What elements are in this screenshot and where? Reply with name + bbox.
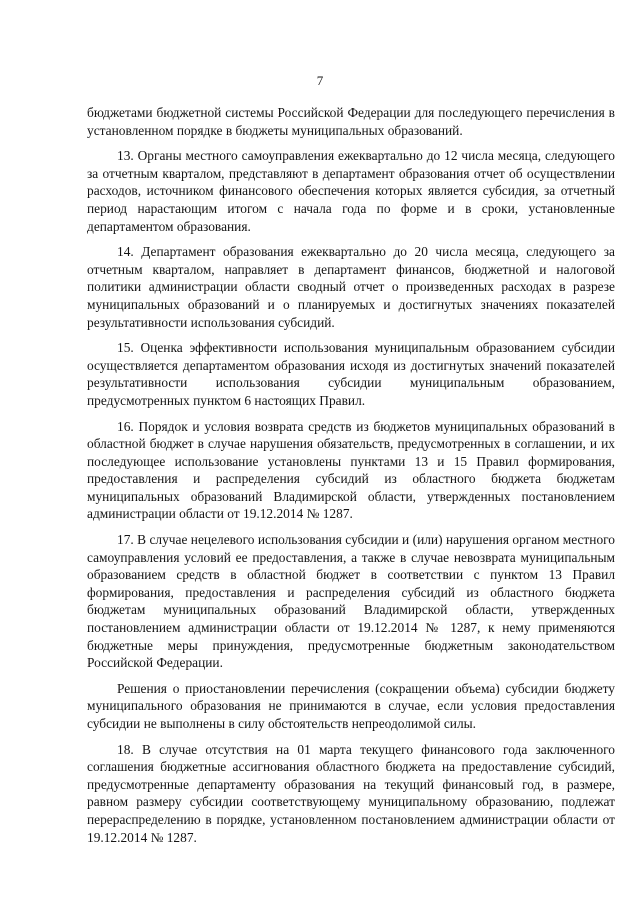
paragraph-18: 18. В случае отсутствия на 01 марта текущего финансового года заключенного соглашения бюджетные ассигнования областного бюджета на предоставление субсидий, предусмотренные департаменту образования на текущий финансовый год, в размере, равном размеру субсидии соответствующему муниципальному образованию, подлежат перераспределению в порядке, установленном постановлением администрации области от 19.12.2014 № 1287. [87,741,615,845]
paragraph-17: 17. В случае нецелевого использования субсидии и (или) нарушения органом местного самоуправления условий ее предоставления, а также в случае невозврата муниципальным образованием средств в областной бюджет в соответствии с пунктом 13 Правил формирования, предоставления и распределения субсидий из областного бюджета бюджетам муниципальных образований Владимирской области, утвержденных постановлением администрации области от 19.12.2014 № 1287, к нему применяются бюджетные меры принуждения, предусмотренные бюджетным законодательством Российской Федерации. [87,532,615,671]
page-number: 7 [316,73,324,88]
paragraph-16: 16. Порядок и условия возврата средств из бюджетов муниципальных образований в областной бюджет в случае нарушения обязательств, предусмотренных в соглашении, и их последующее использование установлены пунктами 13 и 15 Правил формирования, предоставления и распределения субсидий из областного бюджета бюджетам муниципальных образований Владимирской области, утвержденных постановлением администрации области от 19.12.2014 № 1287. [87,418,615,522]
paragraph-13: 13. Органы местного самоуправления ежеквартально до 12 числа месяца, следующего за отчетным кварталом, представляют в департамент образования отчет об осуществлении расходов, источником финансового обеспечения которых является субсидия, за отчетный период нарастающим итогом с начала года по форме и в сроки, установленные департаментом образования. [87,148,615,234]
paragraph-14: 14. Департамент образования ежеквартально до 20 числа месяца, следующего за отчетным кварталом, направляет в департамент финансов, бюджетной и налоговой политики администрации области сводный отчет о произведенных расходах в разрезе муниципальных образований и о планируемых и достигнутых значениях показателей результативности использования субсидий. [87,244,615,330]
paragraph-continuation: бюджетами бюджетной системы Российской Федерации для последующего перечисления в установленном порядке в бюджеты муниципальных образований. [87,105,615,138]
paragraph-15: 15. Оценка эффективности использования муниципальным образованием субсидии осуществляется департаментом образования исходя из достигнутых значений показателей результативности использования субсидии муниципальным образованием, предусмотренных пунктом 6 настоящих Правил. [87,340,615,408]
document-body [87,104,615,854]
paragraph-force-majeure: Решения о приостановлении перечисления (сокращении объема) субсидии бюджету муниципального образования не принимаются в случае, если условия предоставления субсидии не выполнены в силу обстоятельств непреодолимой силы. [87,680,615,731]
